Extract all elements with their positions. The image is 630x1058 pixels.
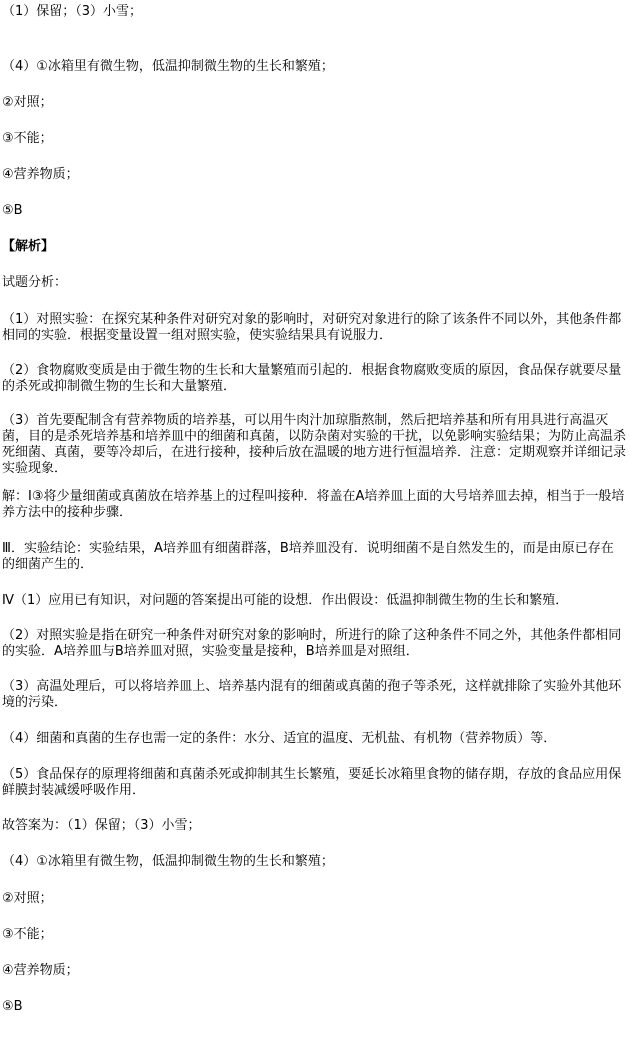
final-answer-item-4: ④营养物质； — [2, 963, 79, 978]
answer-line-4-item-1: （4）①冰箱里有微生物，低温抑制微生物的生长和繁殖； — [2, 59, 334, 74]
answer-item-3: ③不能； — [2, 131, 53, 146]
answer-item-5: ⑤B — [2, 203, 23, 218]
solution-iv-5: （5）食品保存的原理将细菌和真菌杀死或抑制其生长繁殖，要延长冰箱里食物的储存期，存放的食品应用保鲜膜封装减缓呼吸作用． — [2, 767, 622, 798]
final-answer-line-1: 故答案为：（1）保留；（3）小雪； — [2, 818, 201, 833]
analysis-heading: 【解析】 — [2, 239, 55, 254]
analysis-intro: 试题分析： — [2, 275, 68, 290]
solution-iv-1: Ⅳ（1）应用已有知识，对问题的答案提出可能的设想．作出假设：低温抑制微生物的生长和繁殖． — [2, 593, 569, 608]
solution-conclusion: Ⅲ．实验结论：实验结果，A培养皿有细菌群落，B培养皿没有．说明细菌不是自然发生的，而是由原已存在的细菌产生的． — [2, 541, 614, 572]
solution-iv-2: （2）对照实验是指在研究一种条件对研究对象的影响时，所进行的除了这种条件不同之外，其他条件都相同的实验．A培养皿与B培养皿对照，实验变量是接种，B培养皿是对照组． — [2, 628, 622, 659]
final-answer-item-5: ⑤B — [2, 999, 23, 1014]
analysis-point-2: （2）食物腐败变质是由于微生物的生长和大量繁殖而引起的．根据食物腐败变质的原因，食品保存就要尽量的杀死或抑制微生物的生长和大量繁殖． — [2, 363, 622, 394]
answer-line-1: （1）保留；（3）小雪； — [2, 4, 143, 19]
solution-iv-4: （4）细菌和真菌的生存也需一定的条件：水分、适宜的温度、无机盐、有机物（营养物质）等． — [2, 731, 557, 746]
answer-item-4: ④营养物质； — [2, 167, 79, 182]
final-answer-item-3: ③不能； — [2, 927, 53, 942]
analysis-point-3: （3）首先要配制含有营养物质的培养基，可以用牛肉汁加琼脂熬制，然后把培养基和所有用具进行高温灭菌，目的是杀死培养基和培养皿中的细菌和真菌，以防杂菌对实验的干扰，以免影响实验结果；为防止高温杀死细菌、真菌，要等冷却后，在进行接种，接种后放在温暖的地方进行恒温培养．注意：定期观察并详细记录实验现象． — [2, 413, 627, 476]
analysis-point-1: （1）对照实验：在探究某种条件对研究对象的影响时，对研究对象进行的除了该条件不同以外，其他条件都相同的实验．根据变量设置一组对照实验，使实验结果具有说服力． — [2, 312, 622, 343]
answer-item-2: ②对照； — [2, 95, 53, 110]
final-answer-item-2: ②对照； — [2, 891, 53, 906]
solution-iv-3: （3）高温处理后，可以将培养皿上、培养基内混有的细菌或真菌的孢子等杀死，这样就排除了实验外其他环境的污染． — [2, 679, 622, 710]
final-answer-line-4-item-1: （4）①冰箱里有微生物，低温抑制微生物的生长和繁殖； — [2, 854, 334, 869]
solution-step-1: 解：Ⅰ③将少量细菌或真菌放在培养基上的过程叫接种．将盖在A培养皿上面的大号培养皿去掉，相当于一般培养方法中的接种步骤． — [2, 489, 625, 520]
